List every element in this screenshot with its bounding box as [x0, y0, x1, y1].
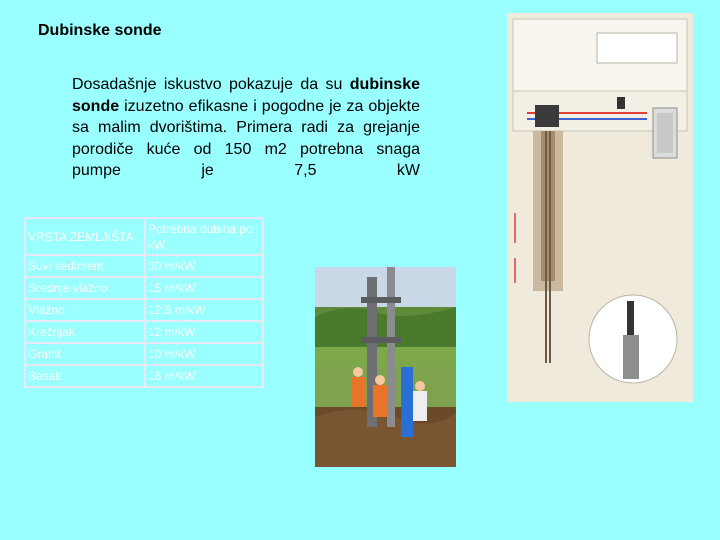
- intro-text-middle: izuzetno efikasne i pogodne je za objekte sa malim dvorištima. Primera radi za grejanje porodiče kuće od: [72, 97, 420, 158]
- depth-cell: 30 m/kW: [145, 255, 263, 277]
- drilling-rig-photo: [315, 267, 456, 467]
- intro-text-bold: dubinske sonde: [72, 76, 420, 115]
- soil-type-cell: Granit: [25, 343, 145, 365]
- soil-type-cell: Srednje vlažno: [25, 277, 145, 299]
- depth-cell: 10 m/kW: [145, 343, 263, 365]
- soil-depth-table: [24, 217, 264, 388]
- table-row: [25, 343, 263, 365]
- intro-text-last: 150 m2 potrebna snaga pumpe je 7,5 kW: [72, 140, 421, 179]
- intro-paragraph: [72, 74, 420, 182]
- soil-type-cell: Basalt: [25, 365, 145, 387]
- soil-type-cell: Suvi sediment: [25, 255, 145, 277]
- depth-cell: 12 m/kW: [145, 321, 263, 343]
- table-header-row: [25, 218, 263, 255]
- soil-type-cell: Krečnjak: [25, 321, 145, 343]
- depth-cell: 16 m/kW: [145, 365, 263, 387]
- table-row: [25, 255, 263, 277]
- borehole-heat-pump-diagram: [507, 13, 693, 402]
- soil-type-cell: Vlažno: [25, 299, 145, 321]
- intro-text-start: Dosadašnje iskustvo pokazuje da su: [72, 76, 343, 93]
- slide-title: Dubinske sonde: [38, 22, 162, 39]
- header-depth-per-kw: Potrebna dubina po kW: [145, 218, 263, 255]
- depth-cell: 12,5 m/kW: [145, 299, 263, 321]
- header-soil-type: VRSTA ZEMLJIŠTA: [25, 218, 145, 255]
- table-row: [25, 321, 263, 343]
- table-row: [25, 299, 263, 321]
- table-row: [25, 365, 263, 387]
- depth-cell: 15 m/kW: [145, 277, 263, 299]
- table-row: [25, 277, 263, 299]
